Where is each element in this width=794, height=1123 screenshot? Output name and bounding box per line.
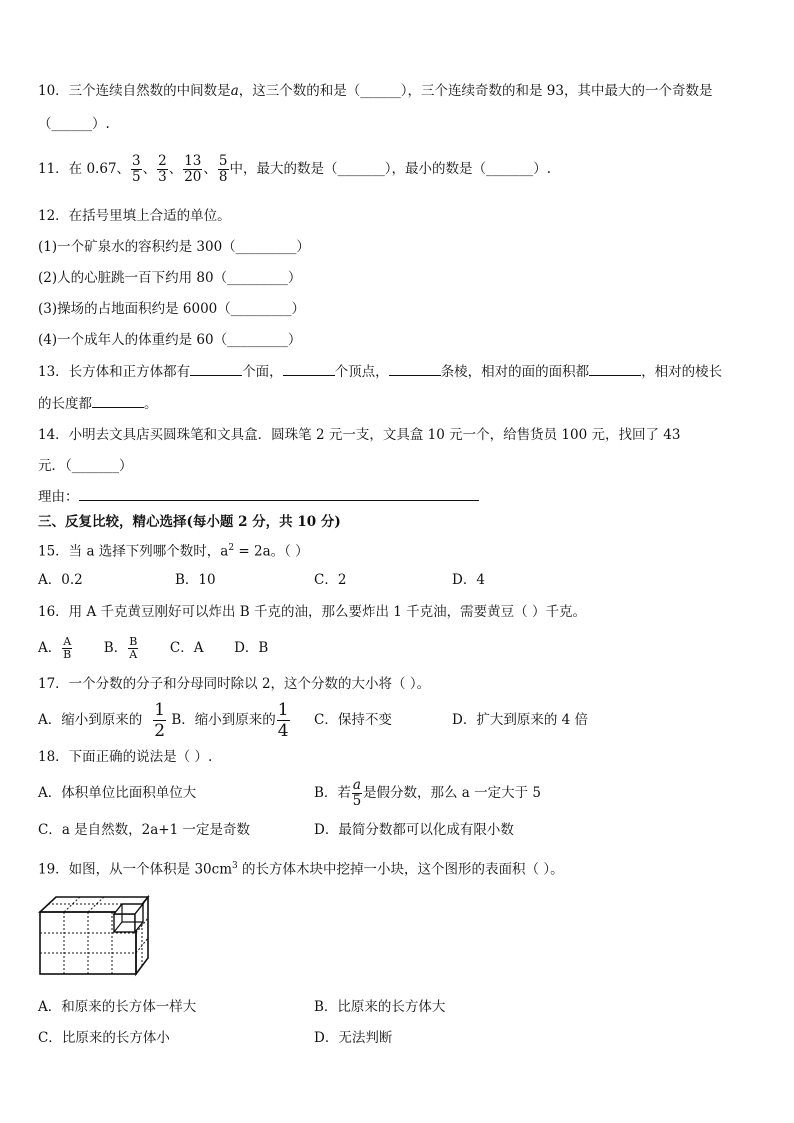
q17-option-c[interactable]: C．保持不变 <box>314 712 392 728</box>
q16-options <box>38 631 268 665</box>
denominator: 5 <box>352 793 362 809</box>
numerator: A <box>63 635 72 648</box>
option-text: B．若 <box>314 785 351 801</box>
q12-item: (3)操场的占地面积约是 6000（_________） <box>38 301 306 317</box>
separator: 、 <box>203 161 217 177</box>
q11-fraction-3 <box>183 154 202 185</box>
q19-stem <box>38 856 564 880</box>
q17-options <box>38 700 291 741</box>
option-label: A． <box>38 640 62 656</box>
q14-line1: 14．小明去文具店买圆珠笔和文具盒．圆珠笔 2 元一支，文具盒 10 元一个，给售货员 100 元，找回了 43 <box>38 427 681 443</box>
numerator: 1 <box>277 700 289 720</box>
q19-option-d[interactable]: D．无法判断 <box>314 1030 393 1046</box>
q13-text-3: 个顶点， <box>334 364 389 380</box>
q13-text-7: 。 <box>144 396 158 412</box>
q13-blank[interactable] <box>389 362 441 376</box>
q11-text-b: 中，最大的数是（_______），最小的数是（_______）. <box>229 161 552 177</box>
denominator: 2 <box>154 721 166 741</box>
numerator: a <box>352 777 361 793</box>
q19-text-a: 19．如图，从一个体积是 30cm <box>38 861 233 878</box>
q11-text-a: 11．在 0.67、 <box>38 161 131 177</box>
q18-option-d[interactable]: D．最简分数都可以化成有限小数 <box>314 822 514 838</box>
q18-option-a[interactable]: A．体积单位比面积单位大 <box>38 785 197 801</box>
numerator: 3 <box>132 153 141 169</box>
fraction <box>352 778 362 809</box>
exponent: 2 <box>228 543 235 553</box>
q19-text-b: 的长方体木块中挖掉一小块，这个图形的表面积（ ）。 <box>237 861 564 878</box>
q19-option-a[interactable]: A．和原来的长方体一样大 <box>38 999 197 1015</box>
q13-text-6: 的长度都 <box>38 396 92 412</box>
q13-text-1: 13．长方体和正方体都有 <box>38 364 191 380</box>
separator: 、 <box>168 161 183 177</box>
q17-option-d[interactable]: D．扩大到原来的 4 倍 <box>452 712 588 728</box>
cuboid-figure <box>36 892 154 978</box>
q15-option-c[interactable]: C．2 <box>314 572 347 588</box>
fraction <box>128 636 138 661</box>
q13-blank[interactable] <box>190 362 242 376</box>
denominator: 5 <box>132 169 141 185</box>
reason-blank[interactable] <box>79 487 479 501</box>
q15-option-b[interactable]: B．10 <box>175 572 216 588</box>
q13-blank[interactable] <box>283 362 335 376</box>
numerator: 5 <box>218 153 228 169</box>
q17-option-b[interactable] <box>171 700 290 741</box>
q13-line2 <box>38 394 158 414</box>
denominator: A <box>129 648 138 661</box>
q14-reason <box>38 487 479 507</box>
reason-label: 理由： <box>38 489 79 505</box>
q15-text-a: 15．当 a 选择下列哪个数时，a <box>38 543 229 560</box>
q13-line1 <box>38 362 722 382</box>
option-text: A．缩小到原来的 <box>38 712 143 728</box>
numerator: 1 <box>154 700 166 720</box>
exponent: 3 <box>232 861 238 871</box>
q16-option-b[interactable] <box>103 635 140 661</box>
q10-line2: （______）. <box>38 116 110 132</box>
q18-option-c[interactable]: C．a 是自然数，2a+1 一定是奇数 <box>38 822 250 838</box>
q16-option-a[interactable] <box>38 635 73 661</box>
q19-option-b[interactable]: B．比原来的长方体大 <box>314 999 446 1015</box>
q10-text-a: 10．三个连续自然数的中间数是 <box>38 83 231 99</box>
q11-line <box>38 152 551 186</box>
q13-text-2: 个面， <box>242 364 283 380</box>
q13-text-5: ，相对的棱长 <box>641 364 723 380</box>
fraction <box>62 636 72 661</box>
fraction <box>153 700 166 741</box>
q19-option-c[interactable]: C．比原来的长方体小 <box>38 1030 170 1046</box>
q13-text-4: 条棱，相对的面的面积都 <box>440 364 590 380</box>
separator: 、 <box>142 161 157 177</box>
denominator: 3 <box>158 169 167 185</box>
denominator: 20 <box>184 169 202 185</box>
option-text: B．缩小到原来的 <box>171 712 276 728</box>
q11-fraction-4 <box>218 154 229 185</box>
q12-title: 12．在括号里填上合适的单位。 <box>38 208 231 224</box>
numerator: 2 <box>158 153 167 169</box>
q11-fraction-1 <box>131 154 142 185</box>
denominator: 8 <box>218 169 228 185</box>
numerator: 13 <box>184 153 202 169</box>
denominator: B <box>63 648 72 661</box>
q15-option-d[interactable]: D．4 <box>452 572 485 588</box>
q11-fraction-2 <box>157 154 168 185</box>
q10-text-b: ，这三个数的和是（______），三个连续奇数的和是 93，其中最大的一个奇数是 <box>238 83 713 99</box>
q18-option-b[interactable] <box>314 776 541 810</box>
denominator: 4 <box>277 721 289 741</box>
q15-text-b: = 2a。（ ） <box>234 543 309 560</box>
q16-stem: 16．用 A 千克黄豆刚好可以炸出 B 千克的油，那么要炸出 1 千克油，需要黄豆（ ）千克。 <box>38 604 586 620</box>
q17-stem: 17．一个分数的分子和分母同时除以 2，这个分数的大小将（ ）。 <box>38 676 431 692</box>
q16-option-c[interactable]: C．A <box>169 640 204 656</box>
q10-var-a: a <box>230 83 239 99</box>
q12-item: (1)一个矿泉水的容积约是 300（_________） <box>38 239 310 255</box>
q10-line1 <box>38 81 712 101</box>
q14-line2: 元．（_______） <box>38 458 133 474</box>
q13-blank[interactable] <box>589 362 641 376</box>
section-title: 三、反复比较，精心选择(每小题 2 分，共 10 分) <box>38 514 341 530</box>
q13-blank[interactable] <box>92 394 144 408</box>
option-label: B． <box>103 640 128 656</box>
q15-option-a[interactable]: A．0.2 <box>38 572 83 588</box>
q12-item: (4)一个成年人的体重约是 60（_________） <box>38 332 302 348</box>
q12-item: (2)人的心脏跳一百下约用 80（_________） <box>38 270 302 286</box>
fraction <box>277 700 290 741</box>
q18-stem: 18．下面正确的说法是（ ）. <box>38 749 213 765</box>
numerator: B <box>129 635 138 648</box>
q15-stem <box>38 538 309 562</box>
q16-option-d[interactable]: D．B <box>234 640 269 656</box>
option-text: 是假分数，那么 a 一定大于 5 <box>362 785 541 801</box>
q17-option-a[interactable] <box>38 700 167 741</box>
